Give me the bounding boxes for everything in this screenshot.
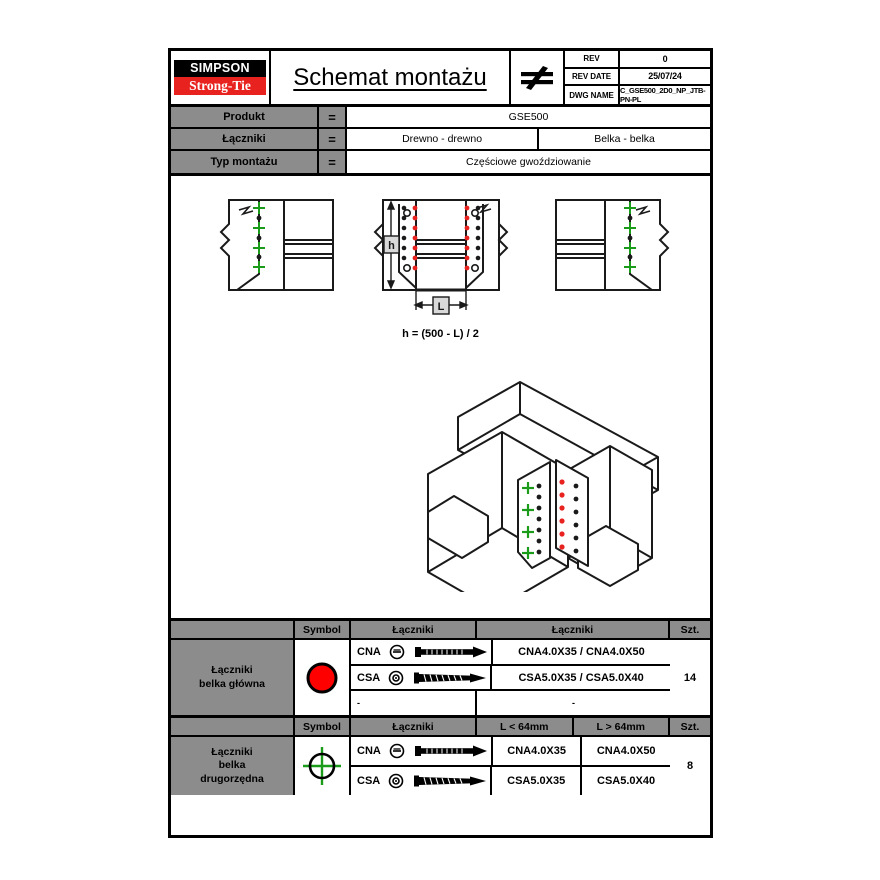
drawing-sheet (168, 48, 713, 838)
green-crosshair-circle-icon (300, 744, 344, 788)
info-label-produkt: Produkt (171, 107, 319, 127)
rev-value: 0 (662, 53, 668, 64)
row-label-line3: drugorzędna (200, 772, 264, 785)
isometric-view (410, 362, 710, 592)
elevation-view-left (221, 200, 333, 290)
dimension-h-label (384, 236, 399, 253)
formula-text: h = (500 - L) / 2 (402, 328, 479, 340)
fastener-spec-short: CSA5.0X35 (492, 767, 582, 795)
fastener-code-cell (351, 691, 477, 715)
fastener-code: - (357, 698, 360, 709)
header-symbol: Symbol (295, 718, 351, 735)
table-body (171, 640, 710, 715)
page-title: Schemat montażu (293, 63, 487, 91)
fastener-marks-middle (402, 206, 481, 272)
row-label-secondary-beam (171, 737, 295, 795)
fastener-spec: CNA4.0X35 / CNA4.0X50 (518, 645, 645, 658)
header-l-less: L < 64mm (477, 718, 574, 735)
table-row (351, 640, 670, 666)
filled-red-circle-icon (302, 658, 342, 698)
rev-row (565, 51, 710, 69)
fastener-code-cell (351, 737, 493, 765)
screw-head-icon (388, 773, 404, 789)
revision-block (565, 51, 710, 104)
info-label-laczniki: Łączniki (171, 129, 319, 149)
fastener-code: CNA (357, 745, 381, 757)
fastener-spec-long: CNA4.0X50 (596, 745, 656, 757)
dwg-name-value: C_GSE500_2D0_NP_JTB-PN-PL (620, 86, 706, 104)
row-label-main-beam (171, 640, 295, 715)
header-spacer (171, 718, 295, 735)
row-label-line2: belka (218, 759, 246, 772)
not-equal-icon (511, 51, 565, 104)
screw-icon (412, 774, 490, 788)
logo-simpson-text: SIMPSON (174, 60, 266, 77)
fastener-spec-short: CNA4.0X35 (493, 737, 583, 765)
table-row (351, 691, 670, 715)
fastener-marks-left (253, 202, 265, 273)
info-value-produkt: GSE500 (508, 111, 549, 123)
rev-date-value: 25/07/24 (648, 71, 682, 82)
header-szt: Szt. (680, 720, 700, 733)
main-beam-rows (351, 640, 670, 715)
fastener-spec: - (572, 698, 575, 709)
rev-label: REV (565, 51, 620, 67)
fastener-spec-long: CSA5.0X40 (597, 775, 656, 787)
header-l-greater: L > 64mm (574, 718, 671, 735)
fastener-code-cell (351, 767, 492, 795)
info-value-typ-montazu: Częściowe gwoździowanie (466, 156, 591, 168)
fastener-code: CNA (357, 645, 381, 658)
screw-head-icon (388, 670, 404, 686)
symbol-green-crosshair (295, 737, 351, 795)
fastener-code: CSA (357, 671, 381, 684)
info-value-laczniki-1: Drewno - drewno (347, 129, 539, 149)
equals-icon: = (319, 129, 347, 149)
elevation-views (171, 182, 710, 342)
title-block (171, 51, 710, 107)
header-laczniki: Łączniki (351, 718, 477, 735)
quantity-secondary-beam: 8 (686, 760, 694, 772)
info-label-typ-montazu: Typ montażu (171, 151, 319, 173)
dwg-name-row (565, 86, 710, 104)
info-row-laczniki (171, 129, 710, 151)
quantity-main-beam: 14 (683, 671, 697, 684)
header-laczniki-spec: Łączniki (477, 621, 670, 638)
info-value-laczniki-2: Belka - belka (594, 133, 655, 145)
row-label-line1: Łączniki (211, 746, 253, 759)
symbol-red-circle (295, 640, 351, 715)
fastener-code-cell (351, 640, 493, 664)
drawing-area (171, 176, 710, 621)
dimension-L-label (433, 297, 449, 314)
header-szt: Szt. (680, 623, 700, 636)
fastener-code: CSA (357, 775, 381, 787)
not-equal-glyph (517, 63, 557, 93)
row-label-line1: Łączniki (211, 664, 253, 677)
info-row-typ-montazu (171, 151, 710, 173)
nail-head-icon (389, 743, 405, 759)
nail-icon (413, 744, 491, 758)
fastener-marks-right (624, 202, 636, 273)
fastener-table-secondary-beam (171, 718, 710, 795)
fastener-spec: CSA5.0X35 / CSA5.0X40 (518, 671, 644, 684)
secondary-beam-rows (351, 737, 670, 795)
dwg-name-label: DWG NAME (565, 86, 620, 104)
header-symbol: Symbol (295, 621, 351, 638)
simpson-strongtie-logo (171, 51, 271, 104)
table-body (171, 737, 710, 795)
svg-text:L: L (437, 301, 445, 313)
fastener-code-cell (351, 666, 492, 690)
elevation-view-right (556, 200, 668, 290)
table-row (351, 666, 670, 692)
fastener-table-main-beam (171, 621, 710, 718)
header-laczniki: Łączniki (351, 621, 477, 638)
info-row-produkt (171, 107, 710, 129)
nail-icon (413, 645, 491, 659)
table-header-row (171, 621, 710, 640)
sheet-title (271, 51, 511, 104)
svg-text:h: h (388, 240, 395, 252)
product-info-table (171, 107, 710, 176)
table-row (351, 767, 670, 795)
row-label-line2: belka główna (199, 677, 265, 690)
equals-icon: = (319, 107, 347, 127)
table-header-row (171, 718, 710, 737)
logo-strongtie-text: Strong-Tie (174, 77, 266, 96)
header-spacer (171, 621, 295, 638)
equals-icon: = (319, 151, 347, 173)
screw-icon (412, 671, 490, 685)
rev-date-label: REV DATE (565, 69, 620, 85)
rev-date-row (565, 69, 710, 87)
nail-head-icon (389, 644, 405, 660)
table-row (351, 737, 670, 767)
